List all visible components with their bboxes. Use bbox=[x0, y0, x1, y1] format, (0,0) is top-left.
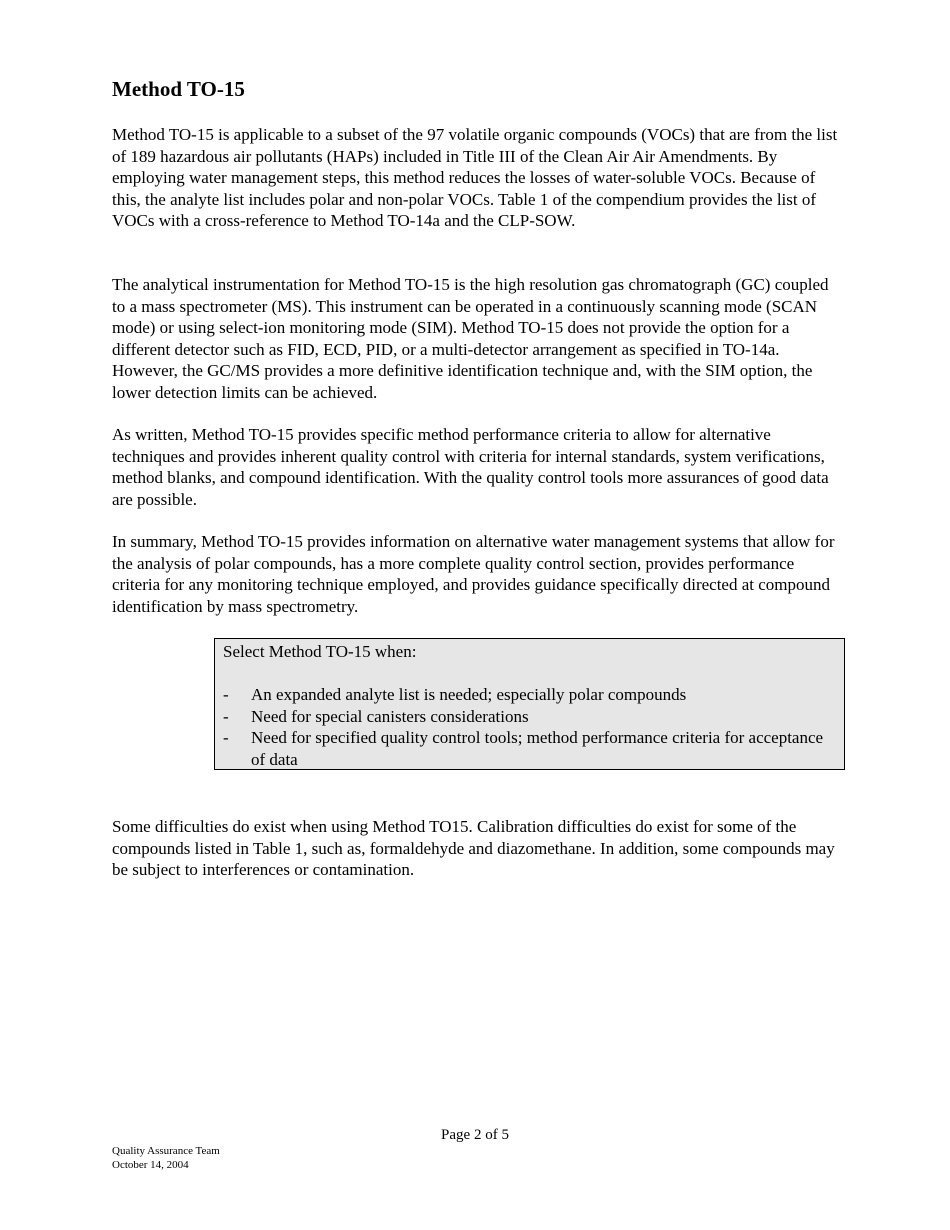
callout-list-item bbox=[223, 684, 836, 706]
page-title: Method TO-15 bbox=[112, 77, 245, 101]
footer-team: Quality Assurance Team bbox=[112, 1145, 220, 1157]
bullet-dash: - bbox=[223, 706, 229, 726]
callout-item-text: Need for special canisters considerations bbox=[251, 706, 529, 726]
callout-title: Select Method TO-15 when: bbox=[223, 642, 417, 661]
paragraph-performance-criteria: As written, Method TO-15 provides specific method performance criteria to allow for alternative techniques and provides inherent quality control with criteria for internal standards, system verifications, method blanks, and compound identification. With the quality control tools more assurances of good data are possible. bbox=[112, 425, 829, 509]
footer bbox=[112, 1145, 220, 1172]
footer-date: October 14, 2004 bbox=[112, 1158, 189, 1171]
selection-callout-box bbox=[214, 638, 845, 770]
paragraph-instrumentation: The analytical instrumentation for Method TO-15 is the high resolution gas chromatograph (GC) coupled to a mass spectrometer (MS). This instrument can be operated in a continuously scanning mode (SCAN mode) or using select-ion monitoring mode (SIM). Method TO-15 does not provide the option for a different detector such as FID, ECD, PID, or a multi-detector arrangement as specified in TO-14a. However, the GC/MS provides a more definitive identification technique and, with the SIM option, the lower detection limits can be achieved. bbox=[112, 275, 829, 402]
paragraph-applicability: Method TO-15 is applicable to a subset of the 97 volatile organic compounds (VOCs) that are from the list of 189 hazardous air pollutants (HAPs) included in Title III of the Clean Air Air Amendments. By employing water management steps, this method reduces the losses of water-soluble VOCs. Because of this, the analyte list includes polar and non-polar VOCs. Table 1 of the compendium provides the list of VOCs with a cross-reference to Method TO-14a and the CLP-SOW. bbox=[112, 125, 838, 231]
bullet-dash: - bbox=[223, 728, 229, 748]
callout-list-item bbox=[223, 706, 836, 728]
page-number: Page 2 of 5 bbox=[441, 1127, 509, 1143]
bullet-dash: - bbox=[223, 685, 229, 705]
callout-list bbox=[223, 684, 836, 770]
callout-item-text: An expanded analyte list is needed; especially polar compounds bbox=[251, 685, 687, 705]
callout-list-item bbox=[223, 727, 836, 770]
paragraph-summary: In summary, Method TO-15 provides information on alternative water management systems that allow for the analysis of polar compounds, has a more complete quality control section, provides performance criteria for any monitoring technique employed, and provides guidance specifically directed at compound identification by mass spectrometry. bbox=[112, 532, 835, 616]
paragraph-difficulties: Some difficulties do exist when using Method TO15. Calibration difficulties do exist for some of the compounds listed in Table 1, such as, formaldehyde and diazomethane. In addition, some compounds may be subject to interferences or contamination. bbox=[112, 817, 835, 880]
callout-item-text: Need for specified quality control tools; method performance criteria for acceptance of data bbox=[251, 728, 824, 769]
